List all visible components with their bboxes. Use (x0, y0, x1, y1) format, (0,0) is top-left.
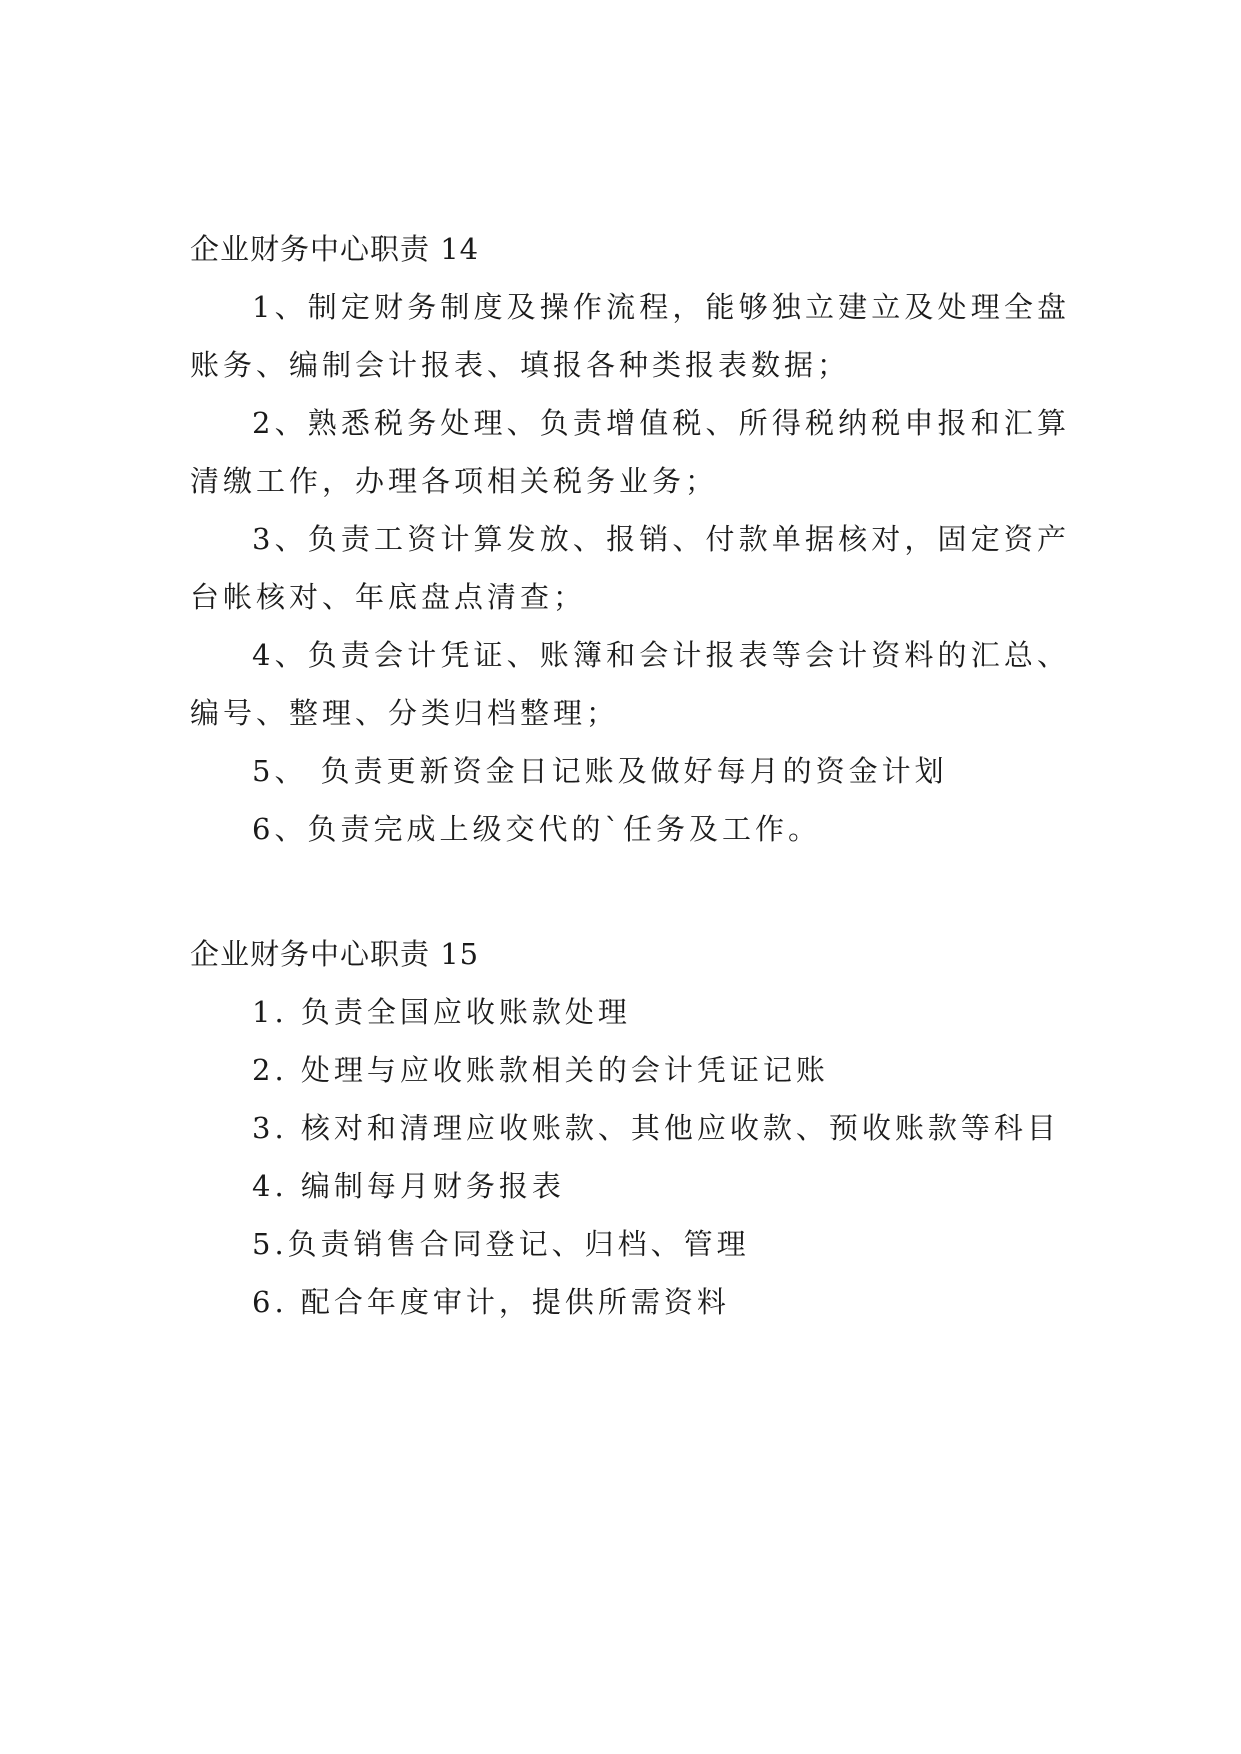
list-item: 3. 核对和清理应收账款、其他应收款、预收账款等科目 (252, 1111, 1060, 1145)
list-item: 6、负责完成上级交代的`任务及工作。 (252, 812, 821, 846)
list-item: 2、熟悉税务处理、负责增值税、所得税纳税申报和汇算清缴工作，办理各项相关税务业务； (190, 406, 1070, 498)
list-item: 3、负责工资计算发放、报销、付款单据核对，固定资产台帐核对、年底盘点清查； (190, 522, 1070, 614)
list-item: 5、 负责更新资金日记账及做好每月的资金计划 (252, 754, 948, 788)
section-heading: 企业财务中心职责 14 (190, 232, 480, 266)
list-item: 4、负责会计凭证、账簿和会计报表等会计资料的汇总、编号、整理、分类归档整理； (190, 638, 1070, 730)
list-item: 6. 配合年度审计，提供所需资料 (252, 1285, 730, 1319)
section-duties-15 (190, 925, 1070, 1331)
section-heading: 企业财务中心职责 15 (190, 937, 480, 971)
list-item: 5.负责销售合同登记、归档、管理 (252, 1227, 750, 1261)
list-item: 1、制定财务制度及操作流程，能够独立建立及处理全盘账务、编制会计报表、填报各种类报表数据； (190, 290, 1070, 382)
list-item: 4. 编制每月财务报表 (252, 1169, 565, 1203)
list-item: 2. 处理与应收账款相关的会计凭证记账 (252, 1053, 829, 1087)
section-duties-14 (190, 220, 1070, 858)
list-item: 1. 负责全国应收账款处理 (252, 995, 631, 1029)
